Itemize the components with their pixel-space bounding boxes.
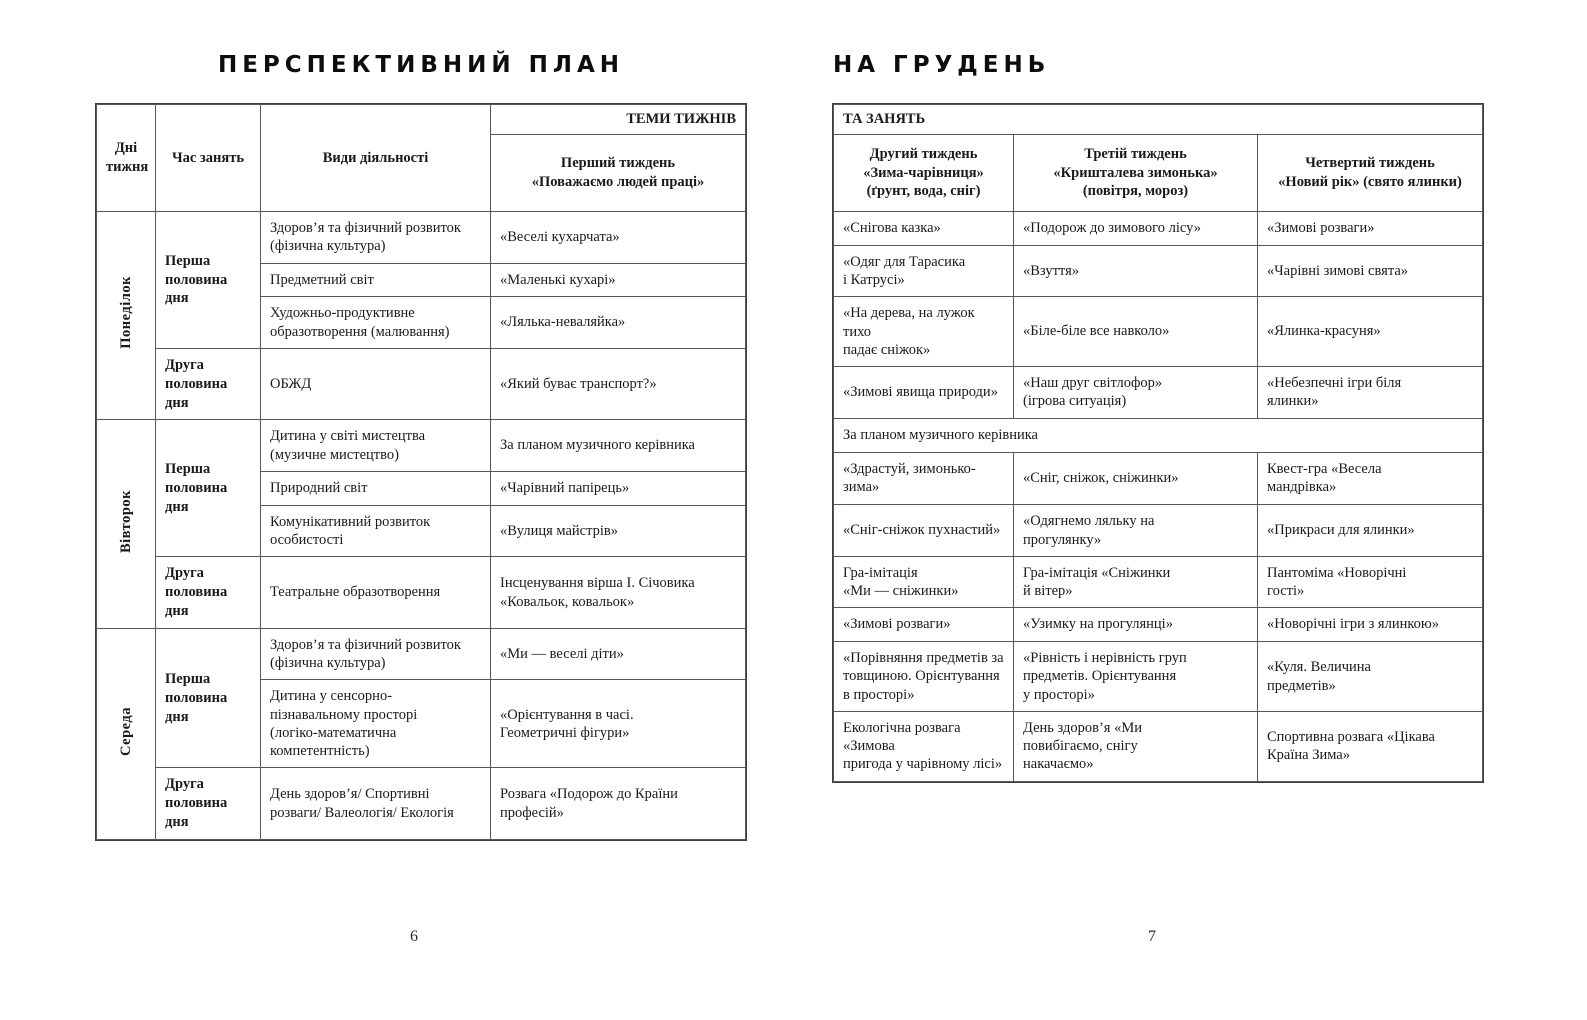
time-line2: половина дня <box>165 375 228 411</box>
table-row <box>834 245 1483 297</box>
activity-cell <box>261 628 491 680</box>
time-line2: половина дня <box>165 584 228 620</box>
time-block-second-half <box>156 348 261 420</box>
activity-line1: Дитина у сенсорно- <box>270 688 393 705</box>
week2-cell <box>834 297 1014 367</box>
time-block-first-half <box>156 628 261 768</box>
header-week3-line1: Третій тиждень <box>1084 145 1187 162</box>
activity-cell <box>261 212 491 264</box>
table-banner-row <box>97 105 746 135</box>
week3-cell <box>1014 556 1258 608</box>
week1-topic-cell <box>491 680 746 768</box>
week2-line2: «Ми — сніжинки» <box>843 583 959 600</box>
week2-cell: «Здрастуй, зимонько-зима» <box>834 452 1014 505</box>
week3-line2: й вітер» <box>1023 583 1073 600</box>
week2-cell <box>834 711 1014 781</box>
week2-line1: «Одяг для Тарасика <box>843 253 966 270</box>
week3-line1: Гра-імітація «Сніжинки <box>1023 564 1171 581</box>
week3-line2: (ігрова ситуація) <box>1023 393 1127 410</box>
header-week-3 <box>1014 135 1258 212</box>
table-row <box>834 505 1483 557</box>
week3-cell: «Взуття» <box>1014 245 1258 297</box>
week2-cell <box>834 642 1014 712</box>
week1-line1: «Орієнтування в часі. <box>500 706 634 723</box>
week2-line3: в просторі» <box>843 686 915 703</box>
running-titles <box>0 52 1587 92</box>
time-line1: Перша <box>165 461 211 478</box>
table-row <box>834 642 1483 712</box>
week1-topic-cell: «Маленькі кухарі» <box>491 263 746 297</box>
left-plan-table <box>96 104 746 840</box>
table-row <box>97 420 746 472</box>
header-week-1 <box>491 135 746 212</box>
activity-line2: образотворення (малювання) <box>270 323 450 340</box>
week3-cell: «Сніг, сніжок, сніжинки» <box>1014 452 1258 505</box>
header-week3-line2: «Кришталева зимонька» <box>1053 164 1218 181</box>
right-plan-table <box>833 104 1483 782</box>
activity-line2: пізнавальному просторі <box>270 706 418 723</box>
week4-cell <box>1258 556 1483 608</box>
week3-line1: «Рівність і нерівність груп <box>1023 650 1187 667</box>
week1-topic-cell: «Який буває транспорт?» <box>491 348 746 420</box>
activity-cell <box>261 680 491 768</box>
week2-cell <box>834 245 1014 297</box>
activity-cell <box>261 297 491 349</box>
week1-line2: професій» <box>500 804 564 821</box>
time-line1: Друга <box>165 776 204 793</box>
week4-line2: мандрівка» <box>1267 479 1337 496</box>
activity-cell: Театральне образотворення <box>261 557 491 629</box>
table-row <box>97 557 746 629</box>
activity-line2: (фізична культура) <box>270 655 386 672</box>
right-page-table-wrapper <box>833 104 1483 782</box>
week1-line2: «Ковальок, ковальок» <box>500 593 635 610</box>
week2-cell: «Зимові розваги» <box>834 608 1014 642</box>
week2-cell: «Зимові явища природи» <box>834 367 1014 419</box>
title-left: ПЕРСПЕКТИВНИЙ ПЛАН <box>217 52 625 78</box>
page-number-left: 6 <box>410 928 418 945</box>
table-row <box>834 297 1483 367</box>
table-row <box>97 628 746 680</box>
header-week-4 <box>1258 135 1483 212</box>
header-lesson-time: Час занять <box>156 105 261 212</box>
time-line1: Друга <box>165 356 204 373</box>
activity-line1: День здоров’я/ Спортивні <box>270 786 430 803</box>
week4-line2: предметів» <box>1267 677 1336 694</box>
time-line2: половина дня <box>165 271 228 307</box>
activity-line1: Здоров’я та фізичний розвиток <box>270 220 461 236</box>
header-week2-line3: (ґрунт, вода, сніг) <box>866 183 981 200</box>
week1-topic-cell: «Лялька-неваляйка» <box>491 297 746 349</box>
day-group-tuesday <box>97 420 156 628</box>
week1-topic-cell: «Чарівний папірець» <box>491 471 746 505</box>
week2-line1: «Порівняння предметів за <box>843 650 1004 667</box>
header-days-line2: тижня <box>106 159 149 175</box>
table-row <box>834 608 1483 642</box>
activity-cell: Предметний світ <box>261 263 491 297</box>
header-days-of-week <box>97 105 156 212</box>
week2-line2: падає сніжок» <box>843 341 931 358</box>
week3-cell: «Узимку на прогулянці» <box>1014 608 1258 642</box>
table-row <box>834 367 1483 419</box>
time-line2: половина дня <box>165 479 228 515</box>
activity-line2: (музичне мистецтво) <box>270 446 399 463</box>
day-label: Понеділок <box>117 276 134 350</box>
activity-line2: особистості <box>270 532 344 549</box>
table-row <box>834 556 1483 608</box>
title-right: НА ГРУДЕНЬ <box>833 52 1051 78</box>
week1-topic-cell <box>491 557 746 629</box>
activity-line2: (фізична культура) <box>270 238 386 255</box>
week4-cell: «Чарівні зимові свята» <box>1258 245 1483 297</box>
banner-and-lessons: ТА ЗАНЯТЬ <box>834 105 1483 135</box>
week3-line3: накачаємо» <box>1023 756 1094 773</box>
header-week1-line2: «Поважаємо людей праці» <box>531 174 705 190</box>
week4-line1: Квест-гра «Весела <box>1267 461 1382 478</box>
week2-line2: пригода у чарівному лісі» <box>843 756 1003 773</box>
week3-cell <box>1014 711 1258 781</box>
week1-topic-cell: «Вулиця майстрів» <box>491 505 746 557</box>
activity-line4: компетентність) <box>270 743 370 760</box>
week3-cell <box>1014 367 1258 419</box>
week4-cell <box>1258 367 1483 419</box>
time-block-first-half <box>156 420 261 557</box>
table-row <box>834 452 1483 505</box>
table-row <box>97 768 746 840</box>
week2-line2: товщиною. Орієнтування <box>843 668 1000 685</box>
table-row <box>97 348 746 420</box>
activity-line1: Комунікативний розвиток <box>270 513 431 530</box>
week1-topic-cell <box>491 768 746 840</box>
activity-cell: Природний світ <box>261 471 491 505</box>
week3-line2: прогулянку» <box>1023 531 1102 548</box>
time-line1: Перша <box>165 252 211 269</box>
week4-line2: гості» <box>1267 583 1305 600</box>
music-director-plan-cell: За планом музичного керівника <box>834 418 1483 452</box>
week3-line1: «Наш друг світлофор» <box>1023 375 1163 392</box>
day-label: Середа <box>117 706 134 756</box>
time-block-second-half <box>156 768 261 840</box>
activity-line3: (логіко-математична <box>270 724 397 741</box>
week3-line1: День здоров’я «Ми <box>1023 719 1142 736</box>
day-group-monday <box>97 212 156 420</box>
week3-cell <box>1014 505 1258 557</box>
week3-line2: повибігаємо, снігу <box>1023 738 1138 755</box>
week4-line2: Країна Зима» <box>1267 747 1350 764</box>
table-row <box>97 212 746 264</box>
week4-cell: «Новорічні ігри з ялинкою» <box>1258 608 1483 642</box>
week4-line1: Пантоміма «Новорічні <box>1267 564 1407 581</box>
week2-cell <box>834 556 1014 608</box>
table-header-row <box>834 135 1483 212</box>
table-row <box>834 212 1483 246</box>
week4-cell: «Прикраси для ялинки» <box>1258 505 1483 557</box>
header-days-line1: Дні <box>114 140 138 157</box>
header-week4-line2: «Новий рік» (свято ялинки) <box>1278 174 1462 190</box>
activity-line1: Здоров’я та фізичний розвиток <box>270 636 461 653</box>
week1-topic-cell: За планом музичного керівника <box>491 420 746 472</box>
day-label: Вівторок <box>117 489 134 553</box>
activity-cell <box>261 505 491 557</box>
week4-cell: «Ялинка-красуня» <box>1258 297 1483 367</box>
time-line1: Перша <box>165 670 211 687</box>
time-line2: половина дня <box>165 795 228 831</box>
activity-line1: Художньо-продуктивне <box>270 305 415 322</box>
week4-cell <box>1258 711 1483 781</box>
week3-line1: «Одягнемо ляльку на <box>1023 513 1155 530</box>
week1-topic-cell: «Ми — веселі діти» <box>491 628 746 680</box>
week3-cell <box>1014 642 1258 712</box>
week3-cell: «Біле-біле все навколо» <box>1014 297 1258 367</box>
week3-line3: у просторі» <box>1023 686 1095 703</box>
header-week-2 <box>834 135 1014 212</box>
week2-cell: «Сніг-сніжок пухнастий» <box>834 505 1014 557</box>
banner-weekly-topics: ТЕМИ ТИЖНІВ <box>491 105 746 135</box>
week4-line1: Спортивна розвага «Цікава <box>1267 729 1435 746</box>
week4-line1: «Небезпечні ігри біля <box>1267 375 1402 392</box>
week4-line1: «Куля. Величина <box>1267 659 1371 676</box>
week2-line1: Гра-імітація <box>843 564 918 581</box>
week2-line2: і Катрусі» <box>843 272 905 289</box>
time-block-second-half <box>156 557 261 629</box>
week4-cell <box>1258 642 1483 712</box>
week2-line1: «На дерева, на лужок тихо <box>843 305 975 340</box>
week1-line1: Розвага «Подорож до Країни <box>500 786 678 803</box>
header-week1-line1: Перший тиждень <box>560 155 676 172</box>
activity-cell <box>261 420 491 472</box>
header-activities: Види діяльності <box>261 105 491 212</box>
week3-line2: предметів. Орієнтування <box>1023 668 1177 685</box>
day-group-wednesday <box>97 628 156 839</box>
week4-cell: «Зимові розваги» <box>1258 212 1483 246</box>
week1-line1: Інсценування вірша І. Січовика <box>500 575 695 592</box>
header-week3-line3: (повітря, мороз) <box>1082 183 1189 200</box>
activity-cell: ОБЖД <box>261 348 491 420</box>
activity-line1: Дитина у світі мистецтва <box>270 428 426 445</box>
left-page-table-wrapper <box>96 104 746 840</box>
page-number-right: 7 <box>1148 928 1156 945</box>
header-week4-line1: Четвертий тиждень <box>1305 155 1435 172</box>
activity-line2: розваги/ Валеологія/ Екологія <box>270 804 454 821</box>
table-row-full-width <box>834 418 1483 452</box>
activity-cell <box>261 768 491 840</box>
time-block-first-half <box>156 212 261 349</box>
table-row <box>834 711 1483 781</box>
week1-line2: Геометричні фігури» <box>500 724 630 741</box>
time-line1: Друга <box>165 565 204 582</box>
table-banner-row <box>834 105 1483 135</box>
time-line2: половина дня <box>165 689 228 725</box>
week4-cell <box>1258 452 1483 505</box>
week2-cell: «Снігова казка» <box>834 212 1014 246</box>
week2-line1: Екологічна розвага «Зимова <box>843 719 961 755</box>
week1-topic-cell: «Веселі кухарчата» <box>491 212 746 264</box>
week4-line2: ялинки» <box>1267 393 1319 410</box>
header-week2-line1: Другий тиждень <box>869 145 978 162</box>
header-week2-line2: «Зима-чарівниця» <box>863 164 984 181</box>
week3-cell: «Подорож до зимового лісу» <box>1014 212 1258 246</box>
